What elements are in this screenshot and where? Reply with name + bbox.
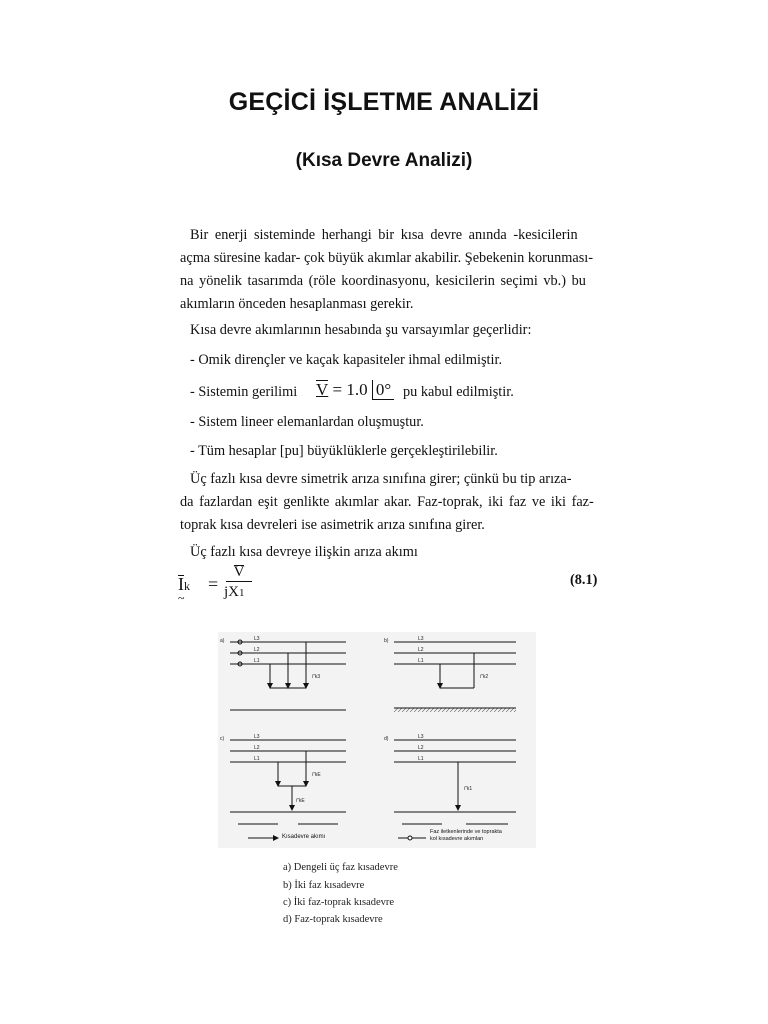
svg-text:L1: L1 (418, 658, 424, 664)
svg-text:i"k1: i"k1 (464, 786, 473, 792)
svg-text:L1: L1 (254, 658, 260, 664)
paragraph1-line4: akımların önceden hesaplanması gerekir. (180, 296, 414, 312)
svg-text:i"k3: i"k3 (312, 674, 321, 680)
svg-text:L3: L3 (418, 734, 424, 740)
short-circuit-diagram (218, 632, 536, 848)
fault-current-formula (178, 564, 258, 604)
svg-text:i"kE: i"kE (312, 772, 321, 778)
page-title: GEÇİCİ İŞLETME ANALİZİ (228, 88, 540, 116)
short-circuit-figure (218, 632, 536, 848)
paragraph4: Üç fazlı kısa devreye ilişkin arıza akımı (190, 544, 418, 560)
assumption-2-suffix: pu kabul edilmiştir. (403, 384, 514, 400)
svg-text:i"k2: i"k2 (480, 674, 489, 680)
svg-text:d): d) (384, 736, 389, 742)
svg-text:a): a) (220, 638, 225, 644)
paragraph1-line2: açma süresine kadar- çok büyük akımlar akabilir. Şebekenin korunması- (180, 250, 593, 266)
svg-text:L2: L2 (418, 745, 424, 751)
panel-c (220, 734, 346, 812)
svg-text:L3: L3 (418, 636, 424, 642)
svg-text:c): c) (220, 736, 225, 742)
svg-text:L3: L3 (254, 734, 260, 740)
figure-legend (218, 828, 536, 852)
paragraph1-line1: Bir enerji sisteminde herhangi bir kısa devre anında -kesicilerin (190, 227, 578, 243)
assumption-2-prefix: - Sistemin gerilimi (190, 384, 298, 400)
assumption-4: - Tüm hesaplar [pu] büyüklüklerle gerçekleştirilebilir. (190, 443, 498, 459)
equation-number: (8.1) (570, 572, 598, 588)
svg-text:i"kE: i"kE (296, 798, 305, 804)
voltage-phasor: V (316, 380, 329, 399)
panel-a (220, 636, 346, 710)
caption-c: c) İki faz-toprak kısadevre (283, 897, 395, 908)
voltage-magnitude: = 1.0 (332, 380, 368, 399)
formula-tilde: ~ (178, 591, 185, 605)
svg-text:L1: L1 (254, 756, 260, 762)
assumption-1: - Omik dirençler ve kaçak kapasiteler ihmal edilmiştir. (190, 352, 503, 368)
svg-text:L3: L3 (254, 636, 260, 642)
panel-d (384, 734, 516, 812)
formula-equals: = (208, 574, 219, 594)
caption-d: d) Faz-toprak kısadevre (283, 914, 383, 925)
voltage-angle: 0° (372, 380, 394, 400)
paragraph2: Kısa devre akımlarının hesabında şu varsayımlar geçerlidir: (190, 322, 532, 338)
formula-numerator: V (226, 564, 252, 582)
legend-short-circuit-current: Kısadevre akımı (282, 834, 326, 840)
phasor-overline (316, 380, 328, 381)
svg-text:L2: L2 (254, 647, 260, 653)
paragraph1-line3: na yönelik tasarımda (röle koordinasyonu, kesicilerin seçimi vb.) bu (180, 273, 586, 289)
paragraph3-line3: toprak kısa devreleri ise asimetrik arıza sınıfına girer. (180, 517, 485, 533)
legend-branch-currents: Faz iletkenlerinde ve toprakta kol kısadevre akımları (430, 829, 502, 842)
svg-text:b): b) (384, 638, 389, 644)
page-subtitle: (Kısa Devre Analizi) (295, 150, 473, 171)
paragraph3-line2: da fazlardan eşit genlikte akımlar akar. Faz-toprak, iki faz ve iki faz- (180, 494, 594, 510)
assumption-3: - Sistem lineer elemanlardan oluşmuştur. (190, 414, 424, 430)
formula-denominator: jX1 (224, 584, 245, 600)
svg-text:L1: L1 (418, 756, 424, 762)
caption-b: b) İki faz kısadevre (283, 880, 365, 891)
panel-b (384, 636, 516, 712)
svg-text:L2: L2 (254, 745, 260, 751)
svg-text:L2: L2 (418, 647, 424, 653)
paragraph3-line1: Üç fazlı kısa devre simetrik arıza sınıfına girer; çünkü bu tip arıza- (190, 471, 572, 487)
formula-lhs: Ik (178, 574, 190, 594)
caption-a: a) Dengeli üç faz kısadevre (283, 862, 398, 873)
assumption-2-formula (316, 380, 394, 400)
